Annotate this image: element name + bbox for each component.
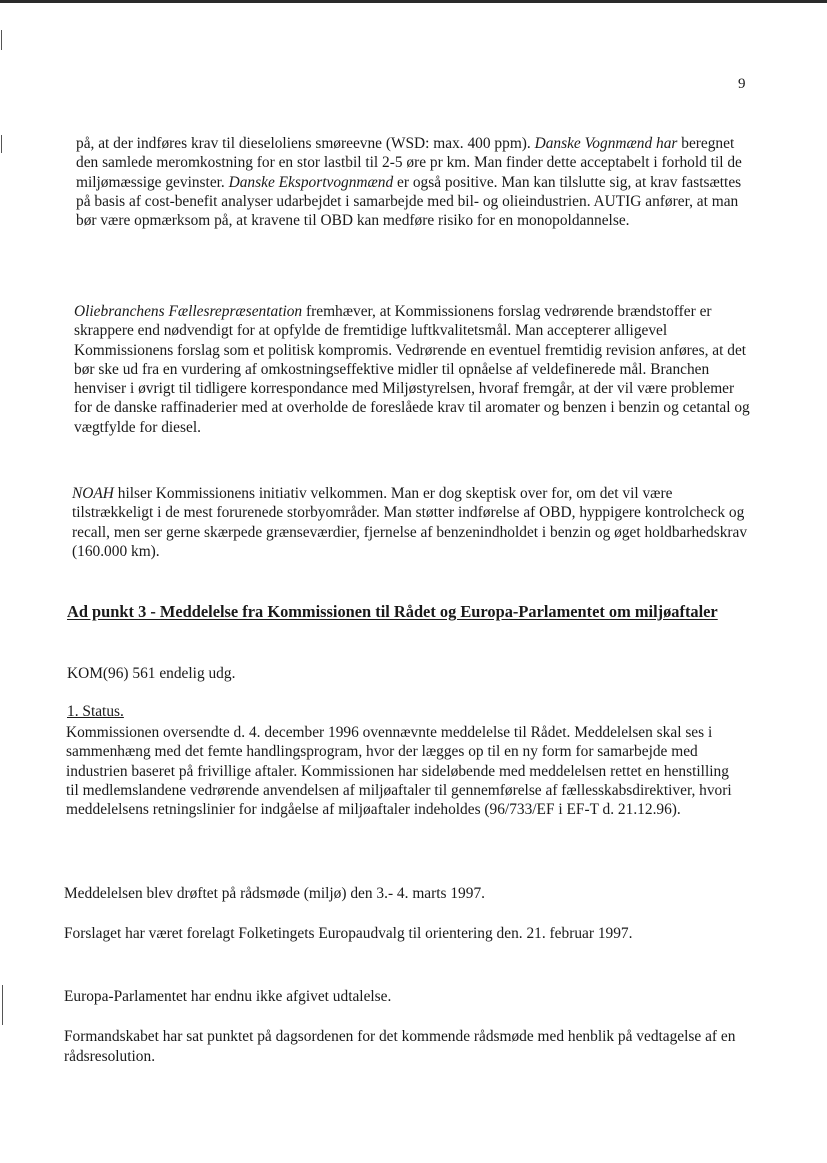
page-number: 9 xyxy=(738,76,746,92)
paragraph-oil-industry: Oliebranchens Fællesrepræsentation fremhæver, at Kommissionens forslag vedrørende brændstoffer er skrappere end nødvendigt for at opfylde de fremtidige luftkvalitetsmål. Man accepterer alligevel Kommissionens forslag som et politisk kompromis. Vedrørende en eventuel fremtidig revision anføres, at det bør ske ud fra en vurdering af omkostningseffektive midler til opnåelse af veldefinerede mål. Branchen henviser i øvrigt til tidligere korrespondance med Miljøstyrelsen, hvoraf fremgår, at der vil være problemer for de danske raffinaderier med at overholde de foreslåede krav til aromater og benzen i benzin og cetantal og vægtfylde for diesel. xyxy=(74,303,750,436)
scan-margin-mark xyxy=(1,135,2,153)
parliament-paragraph: Europa-Parlamentet har endnu ikke afgivet udtalelse. xyxy=(64,988,392,1005)
organization-name: Oliebranchens Fællesrepræsentation xyxy=(74,303,303,320)
organization-name: Danske Eksportvognmænd xyxy=(228,173,394,191)
scan-top-edge xyxy=(0,0,827,3)
section-heading: Ad punkt 3 - Meddelelse fra Kommissionen til Rådet og Europa-Parlamentet om miljøaftaler xyxy=(67,602,718,621)
scan-margin-mark xyxy=(2,985,3,1025)
scan-margin-mark xyxy=(1,30,2,50)
status-subheading: 1. Status. xyxy=(67,703,124,720)
presidency-paragraph: Formandskabet har sat punktet på dagsordenen for det kommende rådsmøde med henblik på vedtagelse af en rådsresolution. xyxy=(64,1028,736,1065)
organization-name: Danske Vognmænd har xyxy=(534,135,678,152)
organization-name: NOAH xyxy=(72,485,114,502)
council-paragraph: Meddelelsen blev drøftet på rådsmøde (miljø) den 3.- 4. marts 1997. xyxy=(64,885,485,902)
folketing-paragraph: Forslaget har været forelagt Folketingets Europaudvalg til orientering den. 21. februar 1997. xyxy=(64,925,633,942)
status-paragraph: Kommissionen oversendte d. 4. december 1996 ovennævnte meddelelse til Rådet. Meddelelsen skal ses i sammenhæng med det femte handlingsprogram, hvor der lægges op til en ny form for samarbejde med industrien baseret på frivillige aftaler. Kommissionen har sideløbende med meddelelsen rettet en henstilling til medlemslandene vedrørende anvendelsen af miljøaftaler til gennemførelse af fællesskabsdirektiver, hvori meddelelsens retningslinier for indgåelse af miljøaftaler indeholdes (96/733/EF i EF-T d. 21.12.96). xyxy=(66,724,732,819)
paragraph-fuel-requirements: på, at der indføres krav til dieseloliens smøreevne (WSD: max. 400 ppm). Danske Vognmænd har beregnet den samlede meromkostning for en stor lastbil til 2-5 øre pr km. Man finder dette acceptabelt i forhold til de miljømæssige gevinster. Danske Eksportvognmænd er også positive. Man kan tilslutte sig, at krav fastsættes på basis af cost-benefit analyser udarbejdet i samarbejde med bil- og olieindustrien. AUTIG anfører, at man bør være opmærksom på, at kravene til OBD kan medføre risiko for en monopoldannelse. xyxy=(76,135,742,230)
paragraph-noah: NOAH hilser Kommissionens initiativ velkommen. Man er dog skeptisk over for, om det vil være tilstrækkeligt i de mest forurenede storbyområder. Man støtter indførelse af OBD, hyppigere kontrolcheck og recall, men ser gerne skærpede grænseværdier, fjernelse af benzenindholdet i benzin og øget holdbarhedskrav (160.000 km). xyxy=(72,485,748,560)
document-reference: KOM(96) 561 endelig udg. xyxy=(67,665,236,682)
